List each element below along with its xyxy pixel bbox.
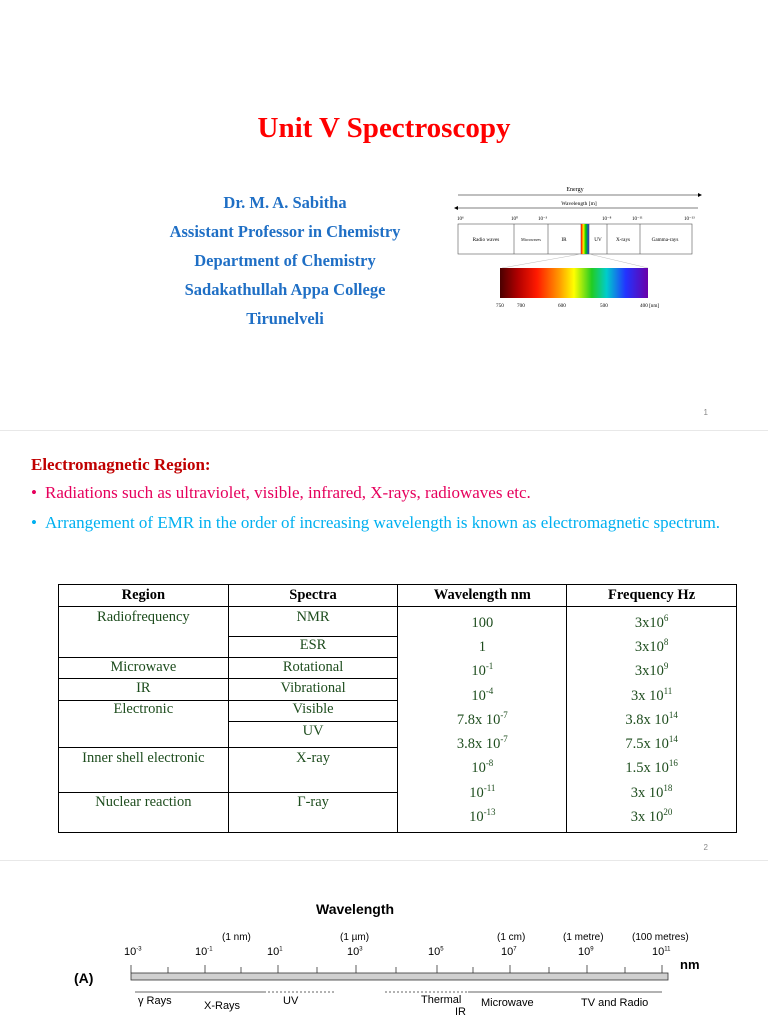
annotation: (1 nm) [222,932,251,943]
energy-label: Energy [566,187,584,193]
slide-3 [0,860,768,1025]
slide-2 [0,430,768,861]
author-department: Department of Chemistry [194,251,376,270]
bottom-tick: 600 [558,303,566,309]
row-divider [59,678,228,679]
page-number: 2 [703,843,708,852]
region-label: Radio waves [472,237,500,243]
tick-label: $10^1$ [267,946,283,958]
wavelength-title: Wavelength [316,901,395,917]
spectra-cell: ESR [299,637,327,653]
bullet-text: Arrangement of EMR in the order of increasing wavelength is known as electromagnetic spectrum. [45,513,721,532]
frequency-value: 3x $10^{18}$ [630,782,673,801]
region-label: Microwaves [521,237,541,242]
emr-table [58,584,737,833]
bottom-tick: 750 [496,303,504,309]
row-divider [229,747,398,748]
annotation: (100 metres) [632,932,689,943]
spectra-cell: Rotational [282,659,344,675]
band-label: IR [455,1006,466,1018]
tick-label: $10^3$ [347,946,363,958]
region-column [59,607,229,833]
column-header: Frequency Hz [567,585,737,607]
top-tick: 10⁰ [511,217,519,222]
top-tick: 10⁻⁸ [602,217,612,222]
frequency-value: $3x10^8$ [634,637,669,656]
region-cell: IR [136,680,151,696]
spectra-cell: UV [302,723,324,739]
frequency-value: 7.5x $10^{14}$ [625,734,678,752]
wavelength-value: $10^{-13}$ [469,806,496,825]
visible-spectrum-bar [500,268,648,298]
wavelength-value: $10^{-8}$ [471,758,494,777]
wavelength-value: $10^{-4}$ [471,685,494,704]
bottom-tick: 700 [517,303,525,309]
column-header: Region [59,585,229,607]
bottom-tick: 500 [600,303,608,309]
table-body-row [59,607,737,833]
row-divider [229,792,398,793]
tick-label: $10^{-1}$ [195,946,213,958]
band-label: γ Rays [138,995,172,1007]
unit-label: nm [680,957,700,972]
row-divider [59,747,228,748]
annotation: (1 metre) [563,932,604,943]
region-label: Gamma-rays [651,237,679,243]
row-divider [229,721,398,722]
top-tick: 10⁻¹³ [684,217,695,222]
section-heading: Electromagnetic Region: [31,455,211,474]
slide-title: Unit V Spectroscopy [257,112,511,144]
band-label: Microwave [481,997,534,1009]
spectra-cell: X-ray [296,750,330,766]
region-label: IR [561,237,567,243]
frequency-value: 1.5x $10^{16}$ [625,758,678,777]
top-tick: 10⁻³ [538,217,548,222]
top-tick: 10⁻¹¹ [632,217,643,222]
annotation: (1 cm) [497,932,526,943]
em-spectrum-figure [452,182,708,314]
top-tick: 10⁶ [457,217,464,222]
frequency-column [567,607,737,833]
bullet-dot: • [31,513,37,532]
wavelength-value: 3.8x $10^{-7}$ [456,734,508,752]
wavelength-axis [0,861,768,1025]
wavelength-value: 1 [478,639,486,656]
row-divider [59,657,228,658]
wavelength-value: 100 [471,614,494,631]
frequency-value: 3x $10^{20}$ [630,806,673,825]
band-label: UV [283,995,299,1007]
spectra-cell: Vibrational [280,680,346,696]
region-cell: Microwave [110,659,177,675]
tick-label: $10^9$ [578,946,594,958]
frequency-value: 3x $10^{11}$ [630,685,673,704]
panel-label: (A) [74,970,94,986]
author-name: Dr. M. A. Sabitha [223,193,347,212]
frequency-value: 3.8x $10^{14}$ [625,709,678,728]
author-city: Tirunelveli [246,309,324,328]
region-cell: Radiofrequency [97,609,190,625]
annotation: (1 µm) [340,932,370,943]
tick-label: $10^{-3}$ [124,946,142,958]
band-label: TV and Radio [581,997,649,1009]
table-header-row [59,585,737,607]
author-block [140,188,430,333]
author-college: Sadakathullah Appa College [184,280,386,299]
region-label: X-rays [615,237,631,243]
frequency-value: $3x10^6$ [634,613,669,631]
row-divider [59,792,228,793]
spectra-cell: Visible [292,701,334,717]
row-divider [229,657,398,658]
column-header: Spectra [228,585,398,607]
region-label: UV [594,237,602,243]
region-cell: Nuclear reaction [95,794,192,810]
wavelength-value: $10^{-1}$ [471,661,494,680]
wavelength-column [398,607,567,833]
region-cell: Electronic [113,701,174,717]
spectra-cell: Γ-ray [297,794,329,810]
row-divider [229,678,398,679]
bottom-tick: 400 [nm] [640,303,660,309]
bullet-text: Radiations such as ultraviolet, visible, infrared, X-rays, radiowaves etc. [45,483,531,502]
wavelength-m-label: Wavelength [m] [561,201,597,207]
tick-label: $10^7$ [501,946,517,958]
band-label: Thermal [421,994,462,1006]
wavelength-value: $10^{-11}$ [469,782,496,801]
author-designation: Assistant Professor in Chemistry [169,222,401,241]
spectra-cell: NMR [296,609,330,625]
tick-label: $10^5$ [428,946,444,958]
column-header: Wavelength nm [398,585,567,607]
tick-label: $10^{11}$ [652,946,671,958]
visible-band-narrow [581,224,589,254]
frequency-value: $3x10^9$ [634,661,669,680]
slide-1 [0,0,768,430]
bullet-dot: • [31,483,37,502]
wavelength-value: 7.8x $10^{-7}$ [456,709,508,728]
band-label: X-Rays [204,1000,241,1012]
page-number: 1 [703,408,708,417]
region-cell: Inner shell electronic [82,750,205,766]
spectra-column [228,607,398,833]
